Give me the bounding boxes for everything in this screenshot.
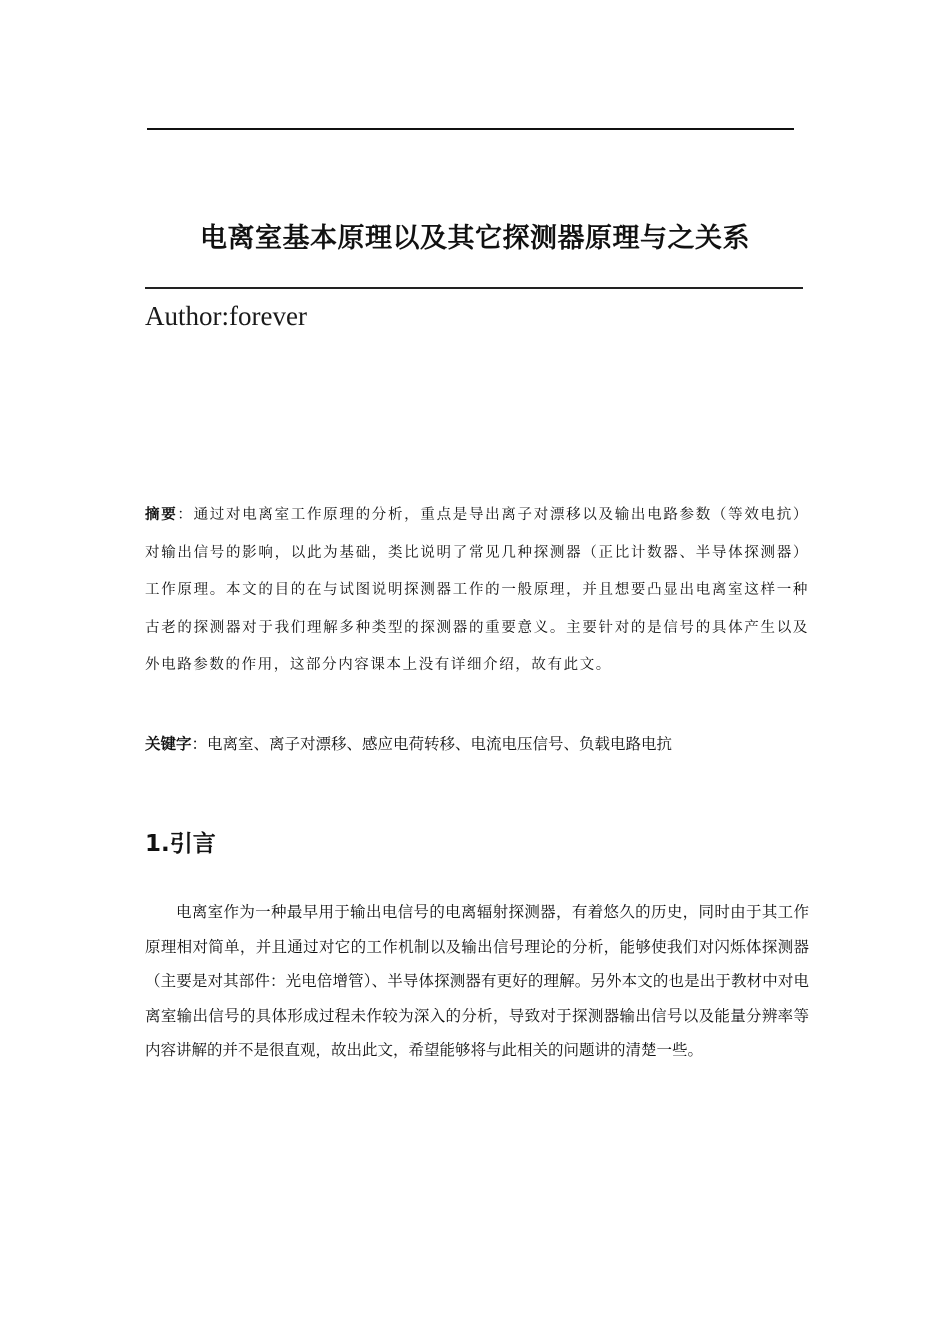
abstract-separator: ： [177, 507, 194, 523]
abstract-paragraph [145, 497, 809, 685]
keywords-text: 电离室、离子对漂移、感应电荷转移、电流电压信号、负载电路电抗 [207, 735, 673, 753]
keywords-label: 关键字 [145, 735, 192, 753]
abstract-label: 摘要 [145, 507, 178, 523]
abstract-text: 通过对电离室工作原理的分析，重点是导出离子对漂移以及输出电路参数（等效电抗）对输出信号的影响，以此为基础，类比说明了常见几种探测器（正比计数器、半导体探测器）工作原理。本文的目的在与试图说明探测器工作的一般原理，并且想要凸显出电离室这样一种古老的探测器对于我们理解多种类型的探测器的重要意义。主要针对的是信号的具体产生以及外电路参数的作用，这部分内容课本上没有详细介绍，故有此文。 [145, 507, 810, 673]
keywords-line [145, 731, 672, 757]
section-heading: 1.引言 [145, 831, 216, 857]
top-divider [147, 128, 794, 130]
introduction-paragraph: 电离室作为一种最早用于输出电信号的电离辐射探测器，有着悠久的历史，同时由于其工作原理相对简单，并且通过对它的工作机制以及输出信号理论的分析，能够使我们对闪烁体探测器（主要是对其部件：光电倍增管）、半导体探测器有更好的理解。另外本文的也是出于教材中对电离室输出信号的具体形成过程未作较为深入的分析，导致对于探测器输出信号以及能量分辨率等内容讲解的并不是很直观，故出此文，希望能够将与此相关的问题讲的清楚一些。 [145, 903, 809, 1060]
document-title: 电离室基本原理以及其它探测器原理与之关系 [200, 223, 750, 254]
author-line: Author:forever [145, 301, 307, 331]
title-divider [145, 287, 803, 289]
keywords-separator: ： [191, 735, 208, 753]
